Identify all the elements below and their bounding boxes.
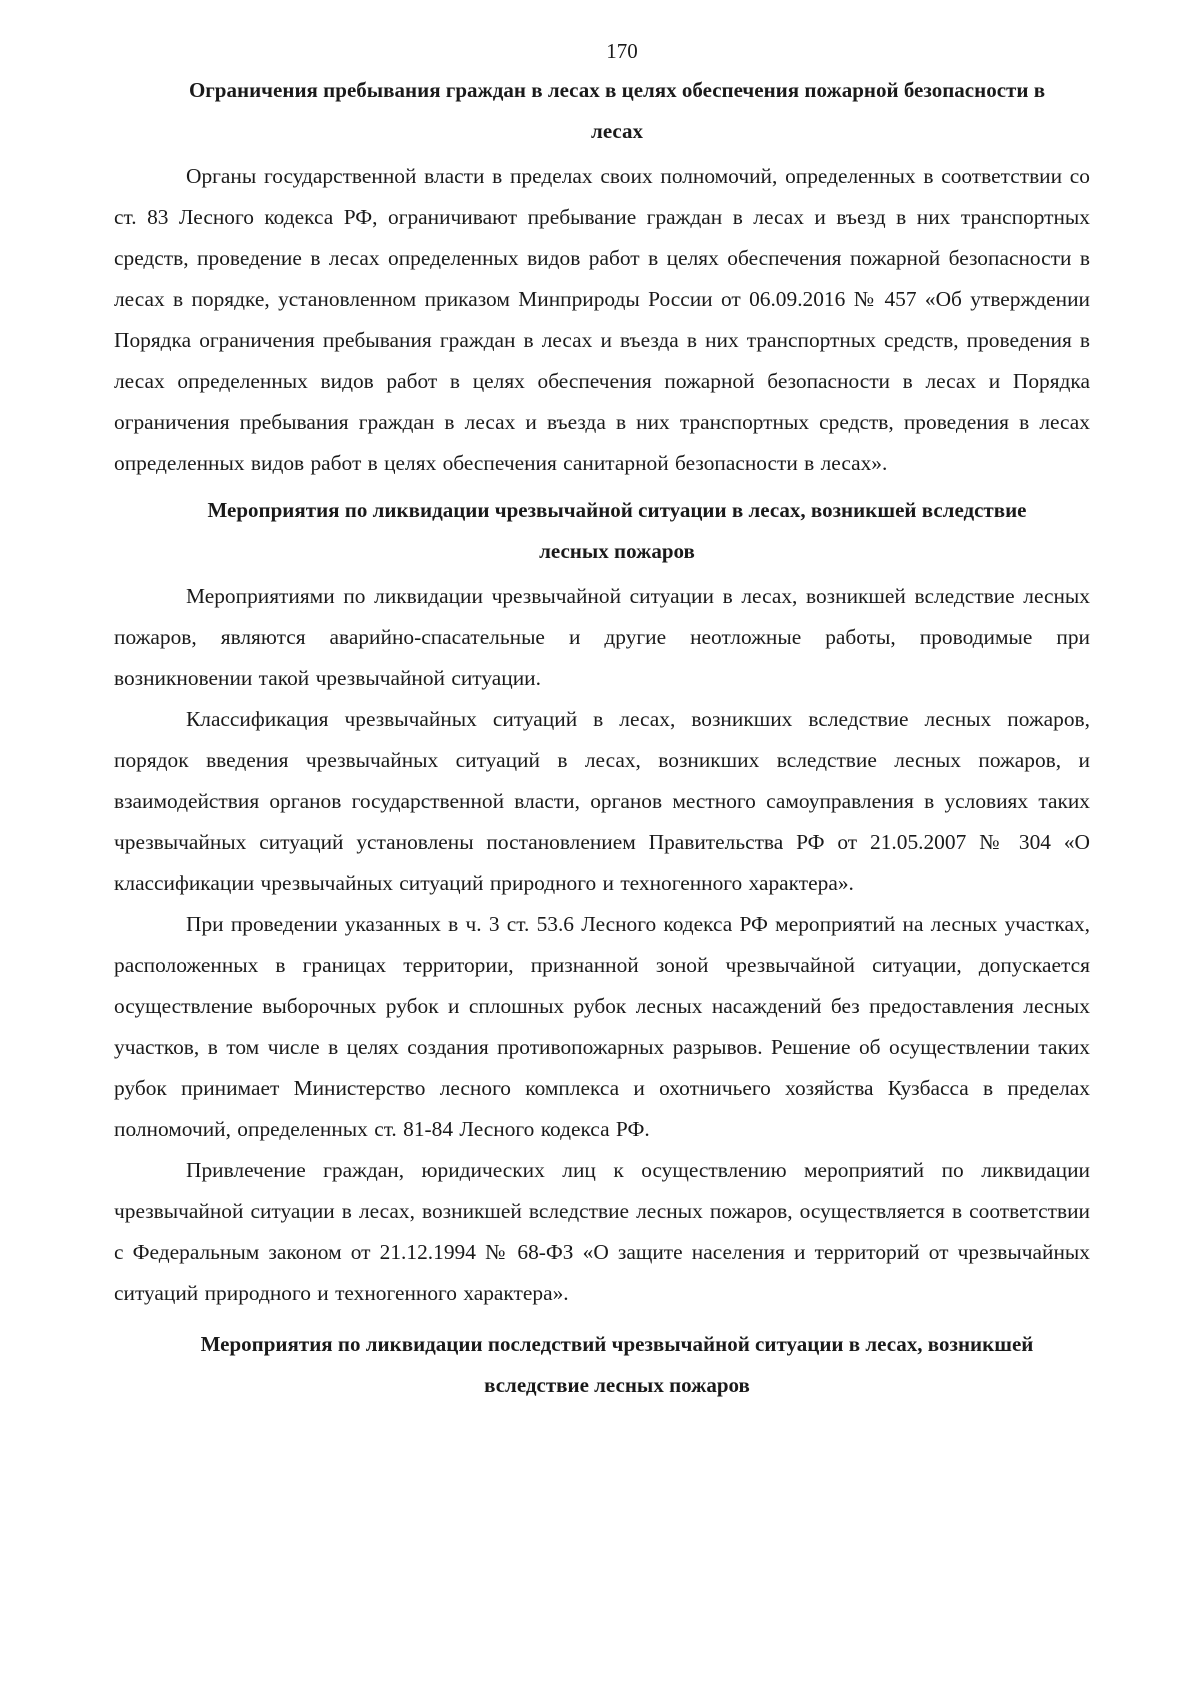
section-heading-emergency-liquidation: Мероприятия по ликвидации чрезвычайной ситуации в лесах, возникшей вследствие лесных пожаров xyxy=(207,498,1027,563)
page-number: 170 xyxy=(606,39,638,63)
paragraph-felling-permission: При проведении указанных в ч. 3 ст. 53.6 Лесного кодекса РФ мероприятий на лесных участках, расположенных в границах территории, признанной зоной чрезвычайной ситуации, допускается осуществление выборочных рубок и сплошных рубок лесных насаждений без предоставления лесных участков, в том числе в целях создания противопожарных разрывов. Решение об осуществлении таких рубок принимает Министерство лесного комплекса и охотничьего хозяйства Кузбасса в пределах полномочий, определенных ст. 81-84 Лесного кодекса РФ. xyxy=(114,912,1090,1141)
paragraph-emergency-measures: Мероприятиями по ликвидации чрезвычайной ситуации в лесах, возникшей вследствие лесных пожаров, являются аварийно-спасательные и другие неотложные работы, проводимые при возникновении такой чрезвычайной ситуации. xyxy=(114,584,1090,690)
paragraph-citizen-involvement: Привлечение граждан, юридических лиц к осуществлению мероприятий по ликвидации чрезвычайной ситуации в лесах, возникшей вследствие лесных пожаров, осуществляется в соответствии с Федеральным законом от 21.12.1994 № 68-ФЗ «О защите населения и территорий от чрезвычайных ситуаций природного и техногенного характера». xyxy=(114,1158,1090,1305)
section-heading-consequences-liquidation: Мероприятия по ликвидации последствий чрезвычайной ситуации в лесах, возникшей вследствие лесных пожаров xyxy=(200,1332,1034,1397)
document-page xyxy=(114,36,1090,1410)
paragraph-emergency-classification: Классификация чрезвычайных ситуаций в лесах, возникших вследствие лесных пожаров, порядок введения чрезвычайных ситуаций в лесах, возникших вследствие лесных пожаров, и взаимодействия органов государственной власти, органов местного самоуправления в условиях таких чрезвычайных ситуаций установлены постановлением Правительства РФ от 21.05.2007 № 304 «О классификации чрезвычайных ситуаций природного и техногенного характера». xyxy=(114,707,1090,895)
paragraph-restrictions: Органы государственной власти в пределах своих полномочий, определенных в соответствии со ст. 83 Лесного кодекса РФ, ограничивают пребывание граждан в лесах и въезд в них транспортных средств, проведение в лесах определенных видов работ в целях обеспечения пожарной безопасности в лесах в порядке, установленном приказом Минприроды России от 06.09.2016 № 457 «Об утверждении Порядка ограничения пребывания граждан в лесах и въезда в них транспортных средств, проведения в лесах определенных видов работ в целях обеспечения пожарной безопасности в лесах и Порядка ограничения пребывания граждан в лесах и въезда в них транспортных средств, проведения в лесах определенных видов работ в целях обеспечения санитарной безопасности в лесах». xyxy=(114,164,1090,475)
section-heading-fire-safety-restrictions: Ограничения пребывания граждан в лесах в целях обеспечения пожарной безопасности в лесах xyxy=(188,78,1046,143)
